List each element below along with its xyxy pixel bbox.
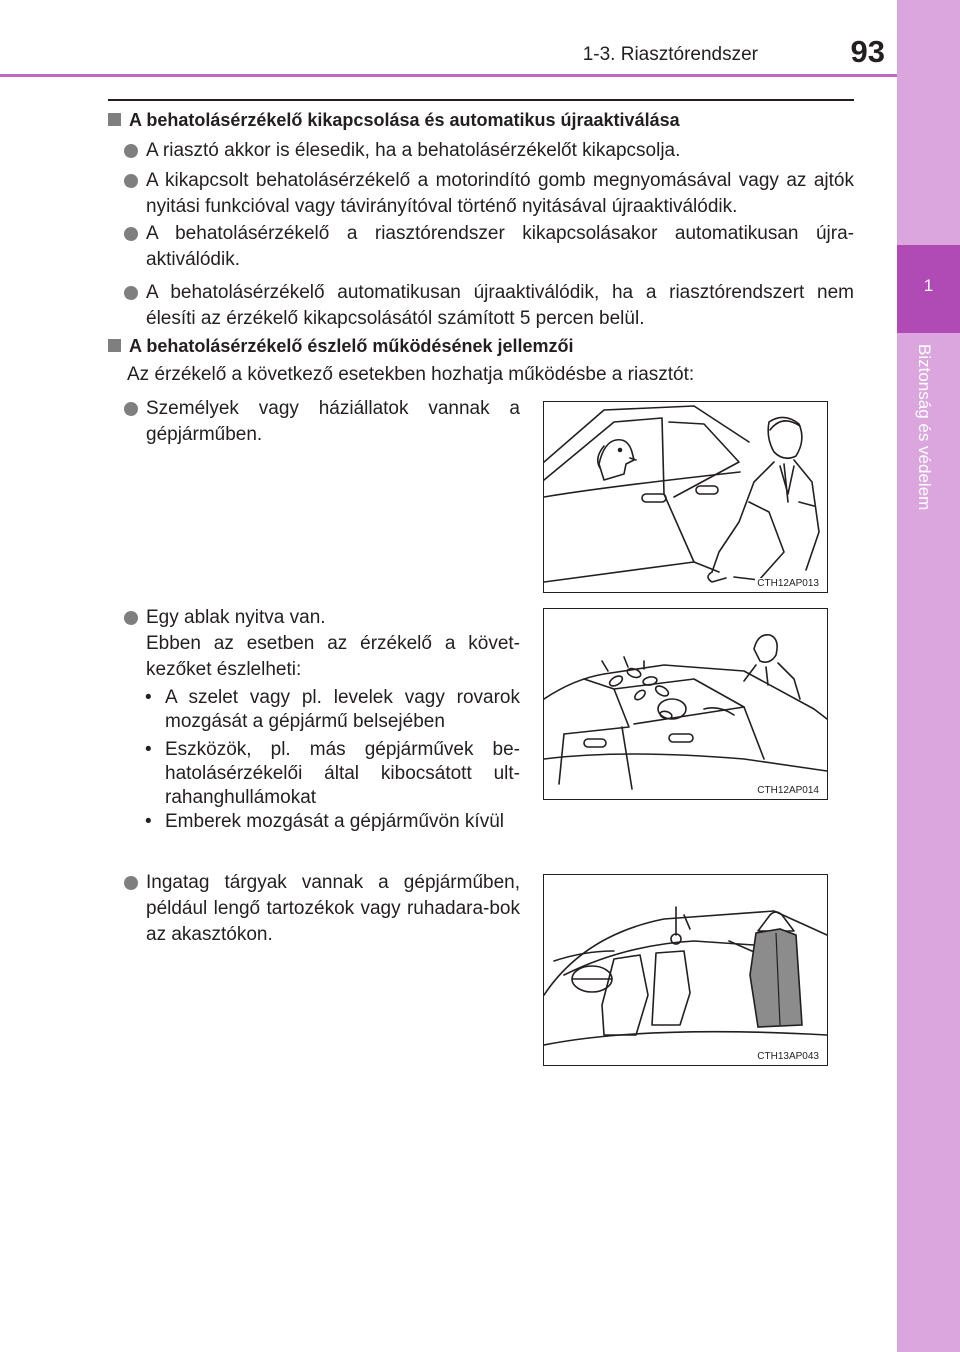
section1-bullet-2: A kikapcsolt behatolásérzékelő a motorindító gomb megnyomásával vagy az ajtók nyitási funkcióval vagy távirányítóval történő nyitásával újraaktiválódik. <box>146 168 854 220</box>
section2-item-1: Személyek vagy háziállatok vannak a gépjárműben. <box>146 396 520 448</box>
round-bullet-icon <box>124 402 138 416</box>
sub-bullet-3: • Emberek mozgását a gépjárművön kívül <box>145 811 504 832</box>
section-title: 1-3. Riasztórendszer <box>582 44 758 65</box>
car-open-window-illustration <box>544 609 827 799</box>
section2-intro: Az érzékelő a következő esetekben hozhatja működésbe a riasztót: <box>127 364 695 385</box>
section1-bullet-4: A behatolásérzékelő automatikusan újraaktiválódik, ha a riasztórendszert nem élesíti az érzékelő kikapcsolásától számított 5 percen belül. <box>146 280 854 332</box>
section1-heading: A behatolásérzékelő kikapcsolása és automatikus újraaktiválása <box>108 110 680 131</box>
round-bullet-icon <box>124 876 138 890</box>
round-bullet-icon <box>124 227 138 241</box>
figure-open-window <box>543 608 828 800</box>
car-with-dog-illustration <box>544 402 827 592</box>
figure-code: CTH13AP043 <box>757 1051 819 1062</box>
section-divider <box>108 99 854 101</box>
sub-bullet-marker: • <box>145 811 152 832</box>
round-bullet-icon <box>124 174 138 188</box>
chapter-title: Biztonság és védelem <box>915 344 934 511</box>
square-bullet-icon <box>108 113 121 126</box>
figure-hanging-clothes <box>543 874 828 1066</box>
section2-item-2: Egy ablak nyitva van. Ebben az esetben az érzékelő a követ-kezőket észlelheti: <box>146 605 520 683</box>
round-bullet-icon <box>124 144 138 158</box>
round-bullet-icon <box>124 611 138 625</box>
section1-bullet-3: A behatolásérzékelő a riasztórendszer kikapcsolásakor automatikusan újra-aktiválódik. <box>146 221 854 273</box>
section1-bullet-1: A riasztó akkor is élesedik, ha a behatolásérzékelőt kikapcsolja. <box>146 138 854 164</box>
page-number: 93 <box>850 34 885 69</box>
section2-item-3: Ingatag tárgyak vannak a gépjárműben, például lengő tartozékok vagy ruhadara-bok az akasztókon. <box>146 870 520 948</box>
sub-bullet-marker: • <box>145 687 152 708</box>
figure-dog-and-person <box>543 401 828 593</box>
round-bullet-icon <box>124 286 138 300</box>
figure-code: CTH12AP013 <box>757 578 819 589</box>
car-interior-illustration <box>544 875 827 1065</box>
section2-heading: A behatolásérzékelő észlelő működésének jellemzői <box>108 336 574 357</box>
square-bullet-icon <box>108 339 121 352</box>
chapter-number: 1 <box>923 276 934 295</box>
sub-bullet-marker: • <box>145 739 152 760</box>
header-rule <box>0 74 897 77</box>
sub-bullet-1: • A szelet vagy pl. levelek vagy rovarok mozgását a gépjármű belsejében <box>145 687 520 732</box>
figure-code: CTH12AP014 <box>757 785 819 796</box>
chapter-sidebar <box>897 0 960 1352</box>
sub-bullet-2: • Eszközök, pl. más gépjárművek be-hatolásérzékelői által kibocsátott ult-rahanghullámokat <box>145 739 520 808</box>
